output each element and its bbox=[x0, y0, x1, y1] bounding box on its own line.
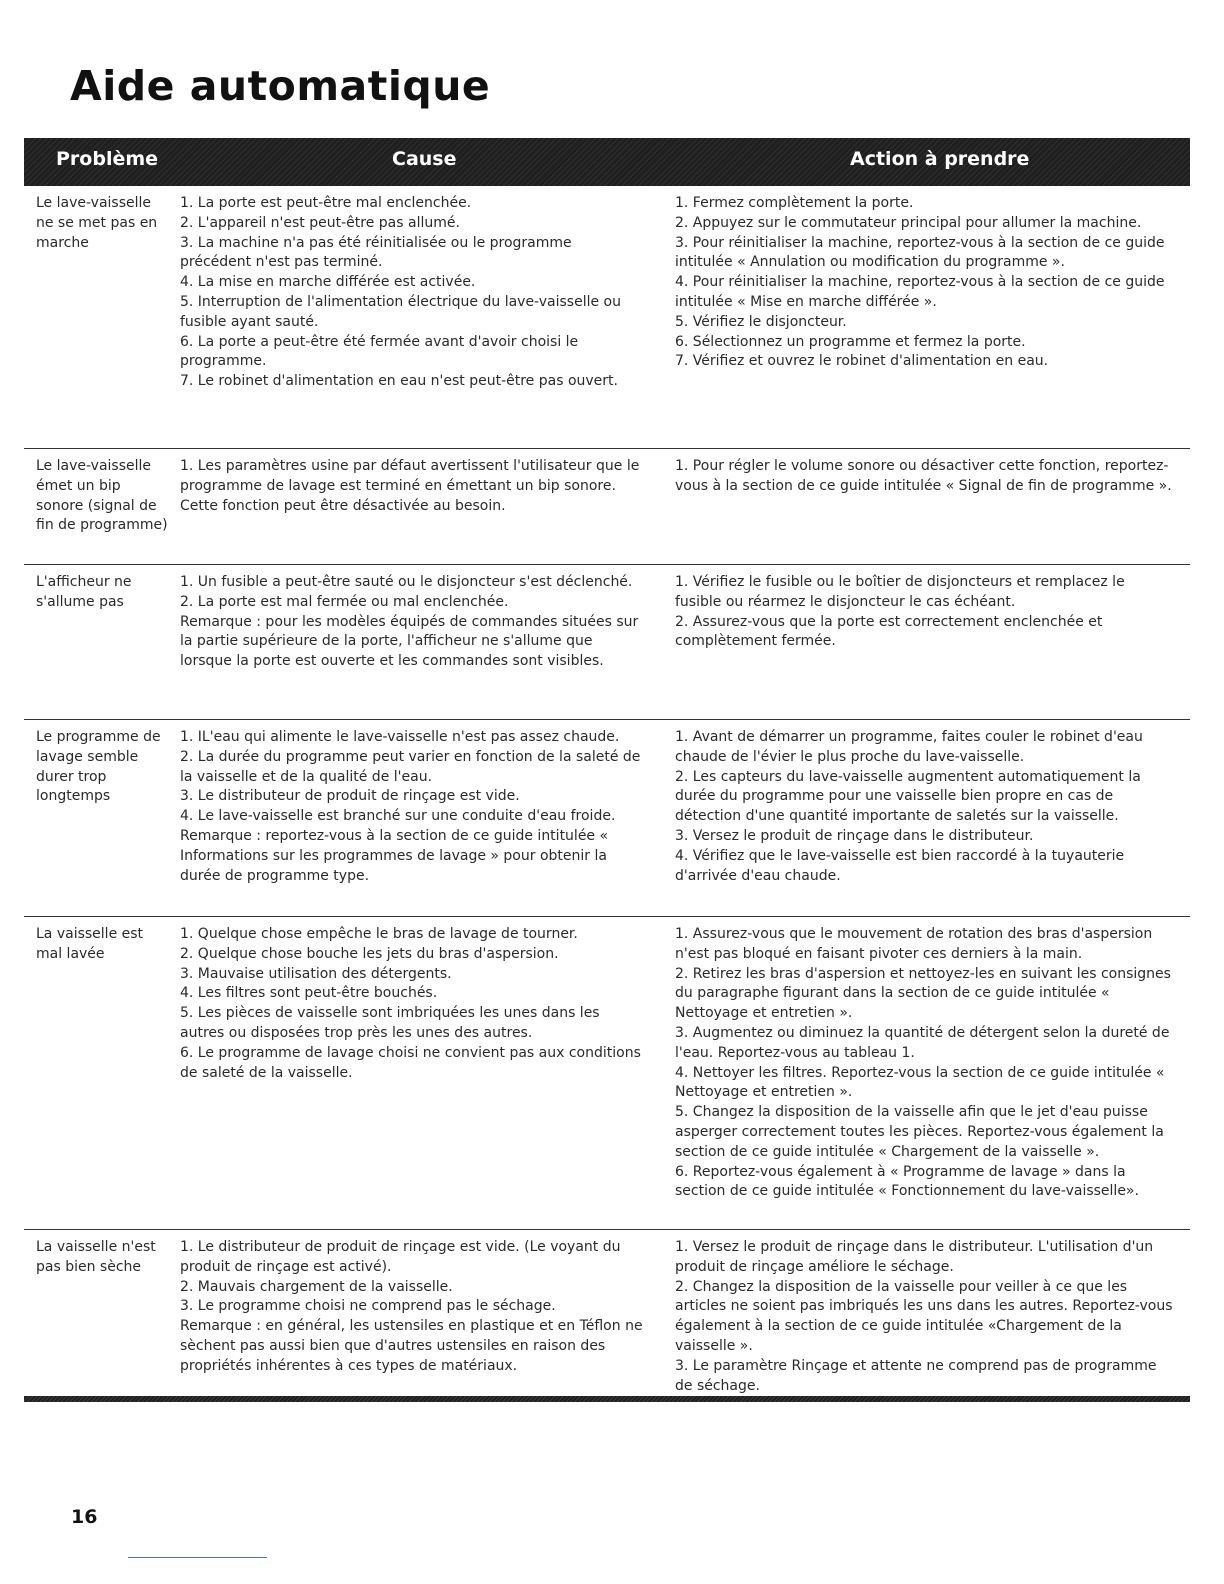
action-item: 3. Versez le produit de rinçage dans le distributeur. bbox=[675, 827, 1034, 844]
cause-note: Remarque : pour les modèles équipés de commandes situées sur la partie supérieure de la porte, l'afficheur ne s'allume que lorsque la porte est ouverte et les commandes sont visibles. bbox=[180, 613, 639, 670]
cause-note: Remarque : en général, les ustensiles en plastique et en Téflon ne sèchent pas aussi bien que d'autres ustensiles en raison des propriétés inhérentes à ces types de matériaux. bbox=[180, 1318, 643, 1374]
problem-cell: Le lave-vaisselle ne se met pas en marche bbox=[36, 195, 158, 251]
cause-item: 3. Le distributeur de produit de rinçage est vide. bbox=[180, 788, 520, 805]
cause-item: 4. Le lave-vaisselle est branché sur une conduite d'eau froide. bbox=[180, 808, 616, 825]
cause-cell bbox=[180, 925, 646, 1083]
action-item: 1. Fermez complètement la porte. bbox=[675, 195, 914, 211]
action-item: 1. Vérifiez le fusible ou le boîtier de disjoncteurs et remplacez le fusible ou réarmez le disjoncteur le cas échéant. bbox=[675, 574, 1125, 610]
footer-line bbox=[128, 1557, 267, 1558]
cause-item: 4. La mise en marche différée est activée. bbox=[180, 274, 476, 291]
table-row bbox=[24, 565, 1190, 720]
action-item: 2. Changez la disposition de la vaisselle pour veiller à ce que les articles ne soient pas imbriqués les uns dans les autres. Reportez-vous également à la section de ce guide intitulée «Chargement de la vaisselle ». bbox=[675, 1278, 1173, 1354]
table-header bbox=[24, 138, 1190, 186]
action-cell bbox=[675, 457, 1175, 497]
action-cell bbox=[675, 728, 1175, 886]
action-item: 6. Reportez-vous également à « Programme de lavage » dans la section de ce guide intitulée « Fonctionnement du lave-vaisselle». bbox=[675, 1163, 1139, 1200]
cause-item: 2. La porte est mal fermée ou mal enclenchée. bbox=[180, 593, 509, 610]
action-item: 3. Pour réinitialiser la machine, reportez-vous à la section de ce guide intitulée « Annulation ou modification du programme ». bbox=[675, 234, 1165, 271]
action-item: 1. Pour régler le volume sonore ou désactiver cette fonction, reportez-vous à la section de ce guide intitulée « Signal de fin de programme ». bbox=[675, 458, 1172, 494]
cause-note: Remarque : reportez-vous à la section de ce guide intitulée « Informations sur les programmes de lavage » pour obtenir la durée de programme type. bbox=[180, 827, 609, 884]
cause-item: 6. La porte a peut-être été fermée avant d'avoir choisi le programme. bbox=[180, 333, 579, 370]
action-item: 1. Avant de démarrer un programme, faites couler le robinet d'eau chaude de l'évier le plus proche du lave-vaisselle. bbox=[675, 729, 1143, 765]
action-item: 5. Changez la disposition de la vaisselle afin que le jet d'eau puisse asperger correctement toutes les pièces. Reportez-vous également la section de ce guide intitulée « Chargement de la vaisselle ». bbox=[675, 1104, 1164, 1160]
cause-cell bbox=[180, 728, 646, 886]
action-item: 5. Vérifiez le disjoncteur. bbox=[675, 313, 847, 330]
table-row bbox=[24, 720, 1190, 917]
action-item: 1. Versez le produit de rinçage dans le distributeur. L'utilisation d'un produit de rinçage améliore le séchage. bbox=[675, 1239, 1154, 1275]
cause-item: 1. IL'eau qui alimente le lave-vaisselle n'est pas assez chaude. bbox=[180, 729, 620, 745]
cause-item: 1. Le distributeur de produit de rinçage est vide. (Le voyant du produit de rinçage est activé). bbox=[180, 1239, 621, 1275]
cause-item: 1. Quelque chose empêche le bras de lavage de tourner. bbox=[180, 926, 578, 942]
table-row bbox=[24, 1230, 1190, 1400]
cause-item: 6. Le programme de lavage choisi ne convient pas aux conditions de saleté de la vaisselle. bbox=[180, 1044, 641, 1081]
cause-item: 3. Mauvaise utilisation des détergents. bbox=[180, 965, 452, 982]
action-item: 3. Augmentez ou diminuez la quantité de détergent selon la dureté de l'eau. Reportez-vous au tableau 1. bbox=[675, 1024, 1170, 1061]
action-item: 2. Appuyez sur le commutateur principal pour allumer la machine. bbox=[675, 214, 1142, 231]
action-item: 4. Nettoyer les filtres. Reportez-vous la section de ce guide intitulée « Nettoyage et entretien ». bbox=[675, 1064, 1165, 1101]
action-cell bbox=[675, 573, 1175, 652]
action-item: 2. Assurez-vous que la porte est correctement enclenchée et complètement fermée. bbox=[675, 613, 1103, 650]
cause-cell bbox=[180, 457, 646, 516]
cause-item: 3. La machine n'a pas été réinitialisée ou le programme précédent n'est pas terminé. bbox=[180, 234, 572, 271]
cause-item: 5. Les pièces de vaisselle sont imbriquées les unes dans les autres ou disposées trop près les unes des autres. bbox=[180, 1005, 600, 1041]
action-item: 1. Assurez-vous que le mouvement de rotation des bras d'aspersion n'est pas bloqué en faisant pivoter ces derniers à la main. bbox=[675, 926, 1153, 962]
header-cause: Cause bbox=[392, 148, 457, 170]
action-item: 7. Vérifiez et ouvrez le robinet d'alimentation en eau. bbox=[675, 353, 1049, 370]
cause-cell bbox=[180, 1238, 646, 1377]
header-action: Action à prendre bbox=[850, 148, 1030, 170]
bottom-rule bbox=[24, 1396, 1190, 1402]
action-item: 6. Sélectionnez un programme et fermez la porte. bbox=[675, 333, 1026, 350]
cause-item: 3. Le programme choisi ne comprend pas le séchage. bbox=[180, 1298, 556, 1315]
action-cell bbox=[675, 1238, 1175, 1396]
table-row bbox=[24, 186, 1190, 449]
table-row bbox=[24, 917, 1190, 1230]
cause-item: 2. Mauvais chargement de la vaisselle. bbox=[180, 1278, 453, 1295]
problem-cell: L'afficheur ne s'allume pas bbox=[36, 574, 132, 610]
action-item: 2. Les capteurs du lave-vaisselle augmentent automatiquement la durée du programme pour une vaisselle bien propre en cas de détection d'une quantité importante de saletés sur la vaisselle. bbox=[675, 768, 1141, 825]
table-row bbox=[24, 449, 1190, 565]
cause-item: 1. La porte est peut-être mal enclenchée. bbox=[180, 195, 472, 211]
cause-cell bbox=[180, 194, 646, 392]
cause-cell bbox=[180, 573, 646, 672]
header-problem: Problème bbox=[56, 148, 159, 170]
troubleshooting-table bbox=[24, 186, 1190, 1400]
cause-item: 7. Le robinet d'alimentation en eau n'est peut-être pas ouvert. bbox=[180, 373, 618, 390]
action-item: 4. Vérifiez que le lave-vaisselle est bien raccordé à la tuyauterie d'arrivée d'eau chaude. bbox=[675, 847, 1125, 884]
problem-cell: La vaisselle n'est pas bien sèche bbox=[36, 1239, 156, 1275]
action-item: 4. Pour réinitialiser la machine, reportez-vous à la section de ce guide intitulée « Mise en marche différée ». bbox=[675, 274, 1165, 310]
action-item: 2. Retirez les bras d'aspersion et nettoyez-les en suivant les consignes du paragraphe figurant dans la section de ce guide intitulée « Nettoyage et entretien ». bbox=[675, 965, 1171, 1022]
page-title: Aide automatique bbox=[70, 62, 491, 110]
problem-cell: Le lave-vaisselle émet un bip sonore (signal de fin de programme) bbox=[36, 458, 168, 534]
problem-cell: Le programme de lavage semble durer trop longtemps bbox=[36, 729, 161, 805]
cause-item: 2. L'appareil n'est peut-être pas allumé. bbox=[180, 214, 460, 231]
cause-item: 2. La durée du programme peut varier en fonction de la saleté de la vaisselle et de la qualité de l'eau. bbox=[180, 748, 641, 785]
cause-item: 1. Un fusible a peut-être sauté ou le disjoncteur s'est déclenché. bbox=[180, 574, 633, 590]
problem-cell: La vaisselle est mal lavée bbox=[36, 926, 144, 962]
action-item: 3. Le paramètre Rinçage et attente ne comprend pas de programme de séchage. bbox=[675, 1357, 1157, 1394]
cause-item: 4. Les filtres sont peut-être bouchés. bbox=[180, 985, 438, 1002]
action-cell bbox=[675, 925, 1175, 1202]
action-cell bbox=[675, 194, 1175, 372]
cause-item: 2. Quelque chose bouche les jets du bras d'aspersion. bbox=[180, 945, 559, 962]
page-number: 16 bbox=[71, 1506, 98, 1528]
cause-item: 1. Les paramètres usine par défaut avertissent l'utilisateur que le programme de lavage est terminé en émettant un bip sonore. Cette fonction peut être désactivée au besoin. bbox=[180, 458, 640, 514]
cause-item: 5. Interruption de l'alimentation électrique du lave-vaisselle ou fusible ayant sauté. bbox=[180, 293, 621, 330]
